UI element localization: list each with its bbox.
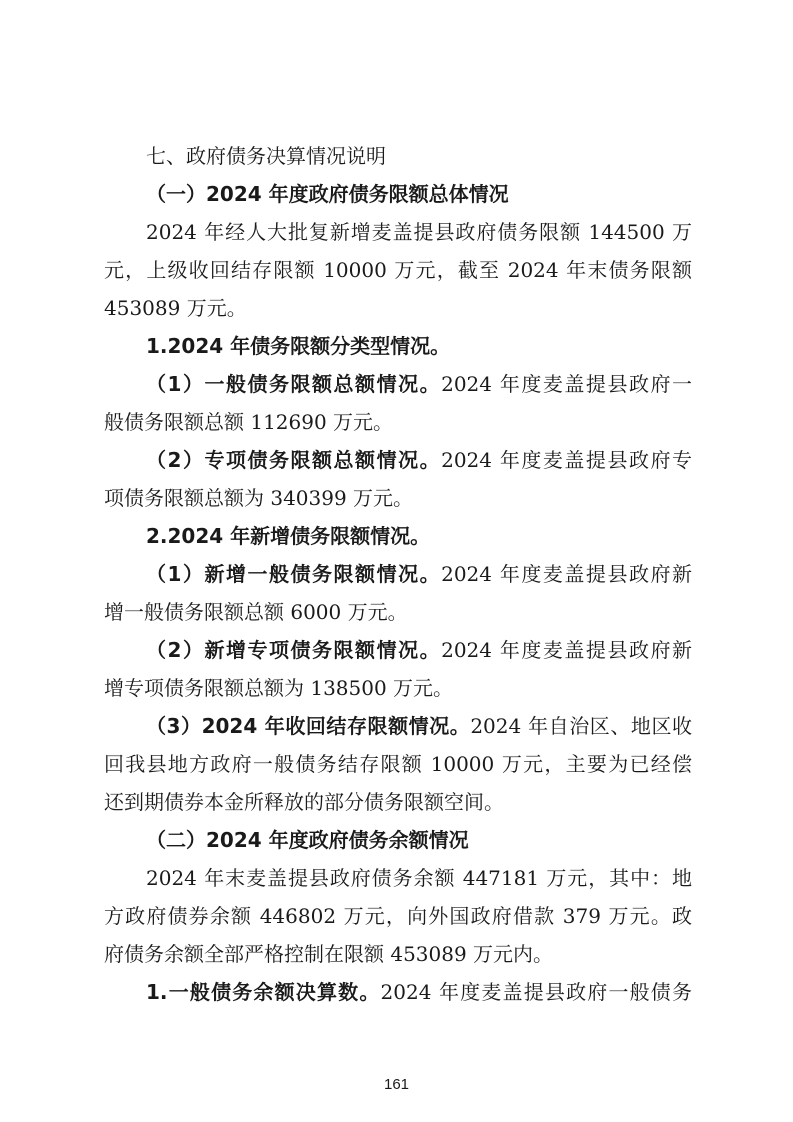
part2-heading: （二）2024 年度政府债务余额情况	[146, 828, 469, 852]
item1-1-text: 2024 年度麦盖提县政府一	[441, 372, 692, 396]
item2-3-text: 2024 年自治区、地区收	[470, 714, 693, 738]
part1-paragraph-line-2: 元，上级收回结存限额 10000 万元，截至 2024 年末债务限额	[104, 258, 692, 282]
item2-1-line-2: 增一般债务限额总额 6000 万元。	[104, 600, 408, 624]
part2-paragraph-line-1: 2024 年末麦盖提县政府债务余额 447181 万元，其中：地	[146, 866, 692, 890]
item2-3-lead: （3）2024 年收回结存限额情况。	[146, 714, 471, 738]
part1-heading: （一）2024 年度政府债务限额总体情况	[146, 182, 509, 206]
item2-2-line-1	[146, 638, 692, 662]
item2-3-line-1	[146, 714, 692, 738]
item2-2-lead: （2）新增专项债务限额情况。	[146, 638, 442, 662]
item1-2-text: 2024 年度麦盖提县政府专	[441, 448, 692, 472]
part2-paragraph-line-3: 府债务余额全部严格控制在限额 453089 万元内。	[104, 942, 554, 966]
item2-2-line-2: 增专项债务限额总额为 138500 万元。	[104, 676, 454, 700]
item1-2-line-1	[146, 448, 692, 472]
part2-item1-lead: 1.一般债务余额决算数。	[146, 980, 381, 1004]
sub2-heading: 2.2024 年新增债务限额情况。	[146, 524, 431, 548]
part2-paragraph-line-2: 方政府债券余额 446802 万元，向外国政府借款 379 万元。政	[104, 904, 692, 928]
item1-1-lead: （1）一般债务限额总额情况。	[146, 372, 442, 396]
item1-2-line-2: 项债务限额总额为 340399 万元。	[104, 486, 414, 510]
section-title: 七、政府债务决算情况说明	[146, 144, 386, 168]
part2-item1-text: 2024 年度麦盖提县政府一般债务	[380, 980, 692, 1004]
part1-paragraph-line-3: 453089 万元。	[104, 296, 247, 320]
page-number: 161	[383, 1076, 410, 1093]
item2-1-text: 2024 年度麦盖提县政府新	[441, 562, 692, 586]
item2-3-line-3: 还到期债券本金所释放的部分债务限额空间。	[104, 790, 504, 814]
item2-1-lead: （1）新增一般债务限额情况。	[146, 562, 442, 586]
part2-item1-line-1	[146, 980, 692, 1004]
sub1-heading: 1.2024 年债务限额分类型情况。	[146, 334, 451, 358]
part1-paragraph-line-1: 2024 年经人大批复新增麦盖提县政府债务限额 144500 万	[146, 220, 692, 244]
item2-3-line-2: 回我县地方政府一般债务结存限额 10000 万元，主要为已经偿	[104, 752, 692, 776]
item1-2-lead: （2）专项债务限额总额情况。	[146, 448, 442, 472]
item1-1-line-2: 般债务限额总额 112690 万元。	[104, 410, 394, 434]
item2-1-line-1	[146, 562, 692, 586]
item1-1-line-1	[146, 372, 692, 396]
item2-2-text: 2024 年度麦盖提县政府新	[441, 638, 692, 662]
